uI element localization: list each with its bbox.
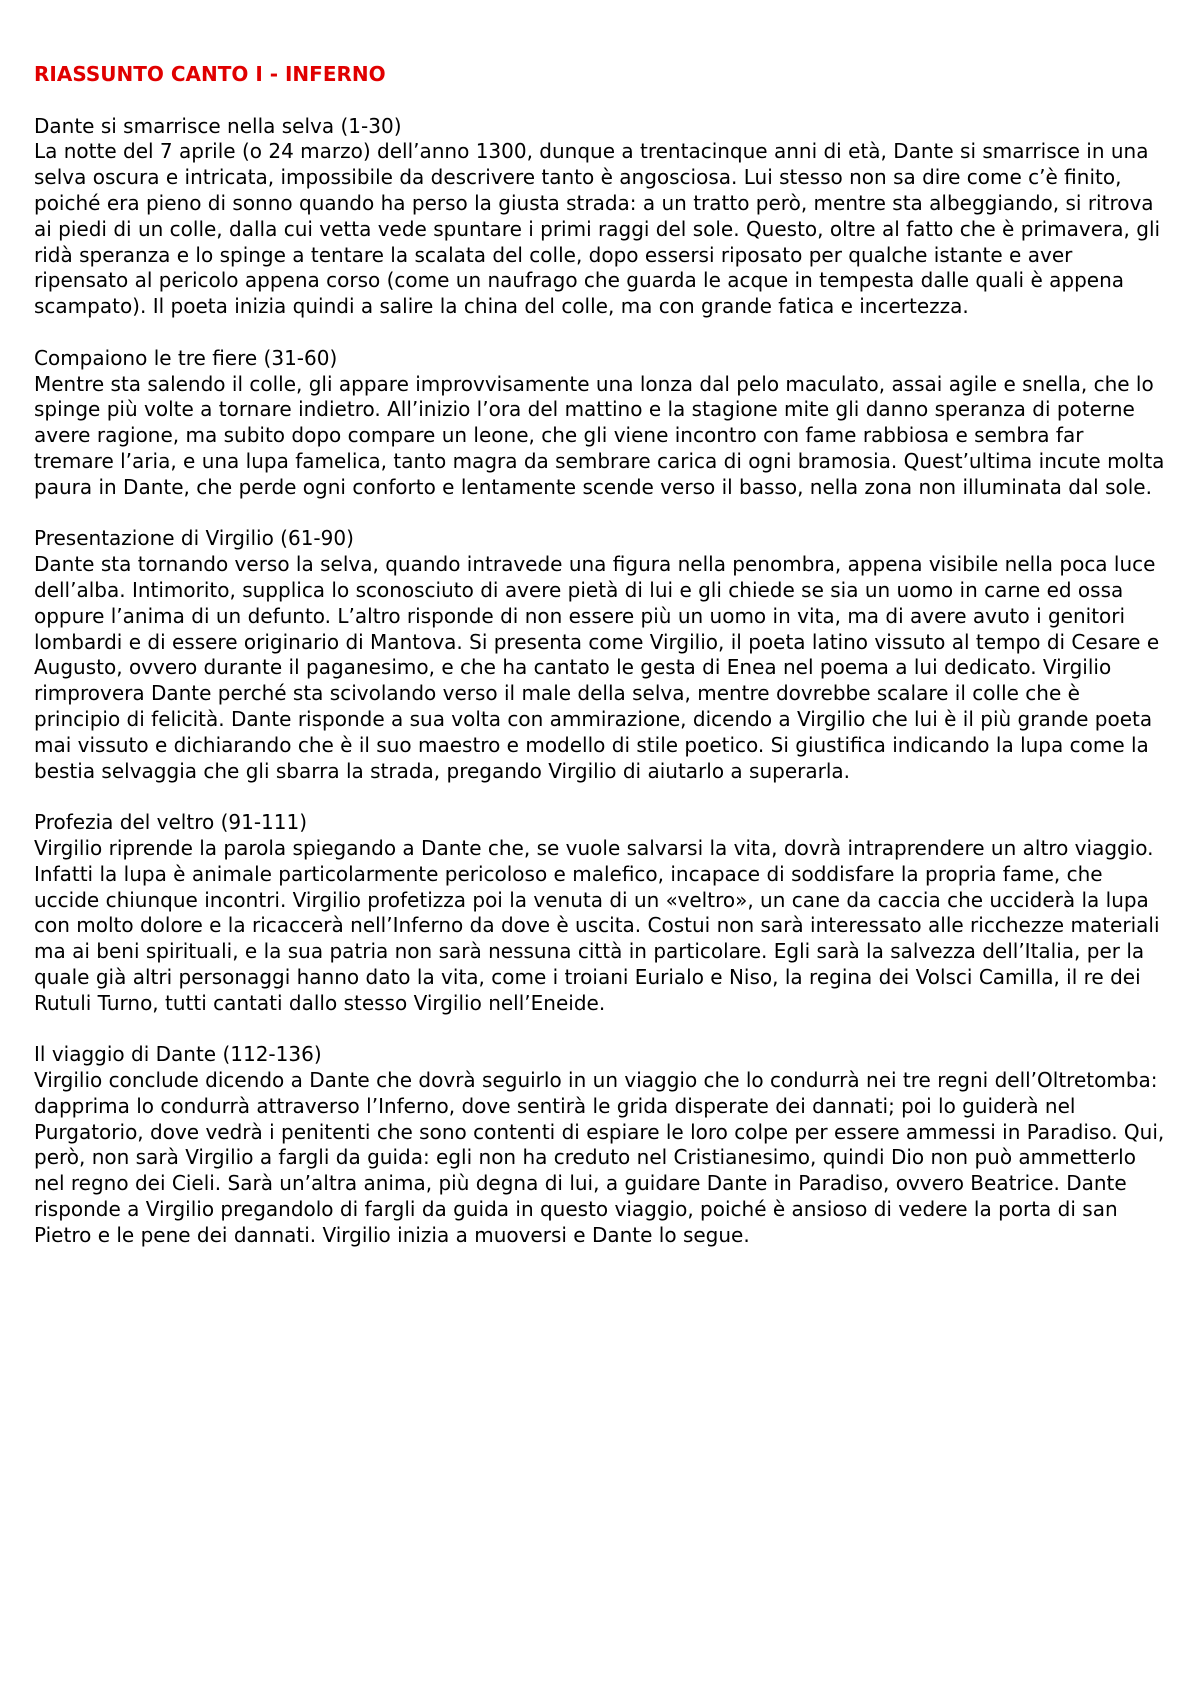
document-page bbox=[34, 62, 1166, 1274]
section-viaggio bbox=[34, 1042, 1166, 1248]
document-title: RIASSUNTO CANTO I - INFERNO bbox=[34, 62, 386, 86]
section-body: La notte del 7 aprile (o 24 marzo) dell’anno 1300, dunque a trentacinque anni di età, Dante si smarrisce in una selva oscura e intricata, impossibile da descrivere tanto è angosciosa. Lui stesso non sa dire come c’è finito, poiché era pieno di sonno quando ha perso la giusta strada: a un tratto però, mentre sta albeggiando, si ritrova ai piedi di un colle, dalla cui vetta vede spuntare i primi raggi del sole. Questo, oltre al fatto che è primavera, gli ridà speranza e lo spinge a tentare la scalata del colle, dopo essersi riposato per qualche istante e aver ripensato al pericolo appena corso (come un naufrago che guarda le acque in tempesta dalle quali è appena scampato). Il poeta inizia quindi a salire la china del colle, ma con grande fatica e incertezza. bbox=[34, 139, 1161, 319]
section-heading: Profezia del veltro (91-111) bbox=[34, 810, 308, 835]
section-body: Virgilio conclude dicendo a Dante che dovrà seguirlo in un viaggio che lo condurrà nei tre regni dell’Oltretomba: dapprima lo condurrà attraverso l’Inferno, dove sentirà le grida disperate dei dannati; poi lo guiderà nel Purgatorio, dove vedrà i penitenti che sono contenti di espiare le loro colpe per essere ammessi in Paradiso. Qui, però, non sarà Virgilio a fargli da guida: egli non ha creduto nel Cristianesimo, quindi Dio non può ammetterlo nel regno dei Cieli. Sarà un’altra anima, più degna di lui, a guidare Dante in Paradiso, ovvero Beatrice. Dante risponde a Virgilio pregandolo di fargli da guida in questo viaggio, poiché è ansioso di vedere la porta di san Pietro e le pene dei dannati. Virgilio inizia a muoversi e Dante lo segue. bbox=[34, 1068, 1165, 1247]
section-heading: Dante si smarrisce nella selva (1-30) bbox=[34, 113, 402, 138]
section-veltro bbox=[34, 810, 1166, 1016]
section-body: Dante sta tornando verso la selva, quando intravede una figura nella penombra, appena visibile nella poca luce dell’alba. Intimorito, supplica lo sconosciuto di avere pietà di lui e gli chiede se sia un uomo in carne ed ossa oppure l’anima di un defunto. L’altro risponde di non essere più un uomo in vita, ma di avere avuto i genitori lombardi e di essere originario di Mantova. Si presenta come Virgilio, il poeta latino vissuto al tempo di Cesare e Augusto, ovvero durante il paganesimo, e che ha cantato le gesta di Enea nel poema a lui dedicato. Virgilio rimprovera Dante perché sta scivolando verso il male della selva, mentre dovrebbe scalare il colle che è principio di felicità. Dante risponde a sua volta con ammirazione, dicendo a Virgilio che lui è il più grande poeta mai vissuto e dichiarando che è il suo maestro e modello di stile poetico. Si giustifica indicando la lupa come la bestia selvaggia che gli sbarra la strada, pregando Virgilio di aiutarlo a superarla. bbox=[34, 552, 1160, 783]
section-tre-fiere bbox=[34, 346, 1166, 501]
section-heading: Il viaggio di Dante (112-136) bbox=[34, 1042, 322, 1067]
section-virgilio bbox=[34, 526, 1166, 784]
section-heading: Presentazione di Virgilio (61-90) bbox=[34, 526, 354, 551]
section-body: Virgilio riprende la parola spiegando a Dante che, se vuole salvarsi la vita, dovrà intraprendere un altro viaggio. Infatti la lupa è animale particolarmente pericoloso e malefico, incapace di soddisfare la propria fame, che uccide chiunque incontri. Virgilio profetizza poi la venuta di un «veltro», un cane da caccia che ucciderà la lupa con molto dolore e la ricaccerà nell’Inferno da dove è uscita. Costui non sarà interessato alle ricchezze materiali ma ai beni spirituali, e la sua patria non sarà nessuna città in particolare. Egli sarà la salvezza dell’Italia, per la quale già altri personaggi hanno dato la vita, come i troiani Eurialo e Niso, la regina dei Volsci Camilla, il re dei Rutuli Turno, tutti cantati dallo stesso Virgilio nell’Eneide. bbox=[34, 835, 1160, 1015]
section-heading: Compaiono le tre fiere (31-60) bbox=[34, 345, 338, 370]
section-selva bbox=[34, 114, 1166, 320]
section-body: Mentre sta salendo il colle, gli appare improvvisamente una lonza dal pelo maculato, assai agile e snella, che lo spinge più volte a tornare indietro. All’inizio l’ora del mattino e la stagione mite gli danno speranza di poterne avere ragione, ma subito dopo compare un leone, che gli viene incontro con fame rabbiosa e sembra far tremare l’aria, e una lupa famelica, tanto magra da sembrare carica di ogni bramosia. Quest’ultima incute molta paura in Dante, che perde ogni conforto e lentamente scende verso il basso, nella zona non illuminata dal sole. bbox=[34, 371, 1165, 499]
